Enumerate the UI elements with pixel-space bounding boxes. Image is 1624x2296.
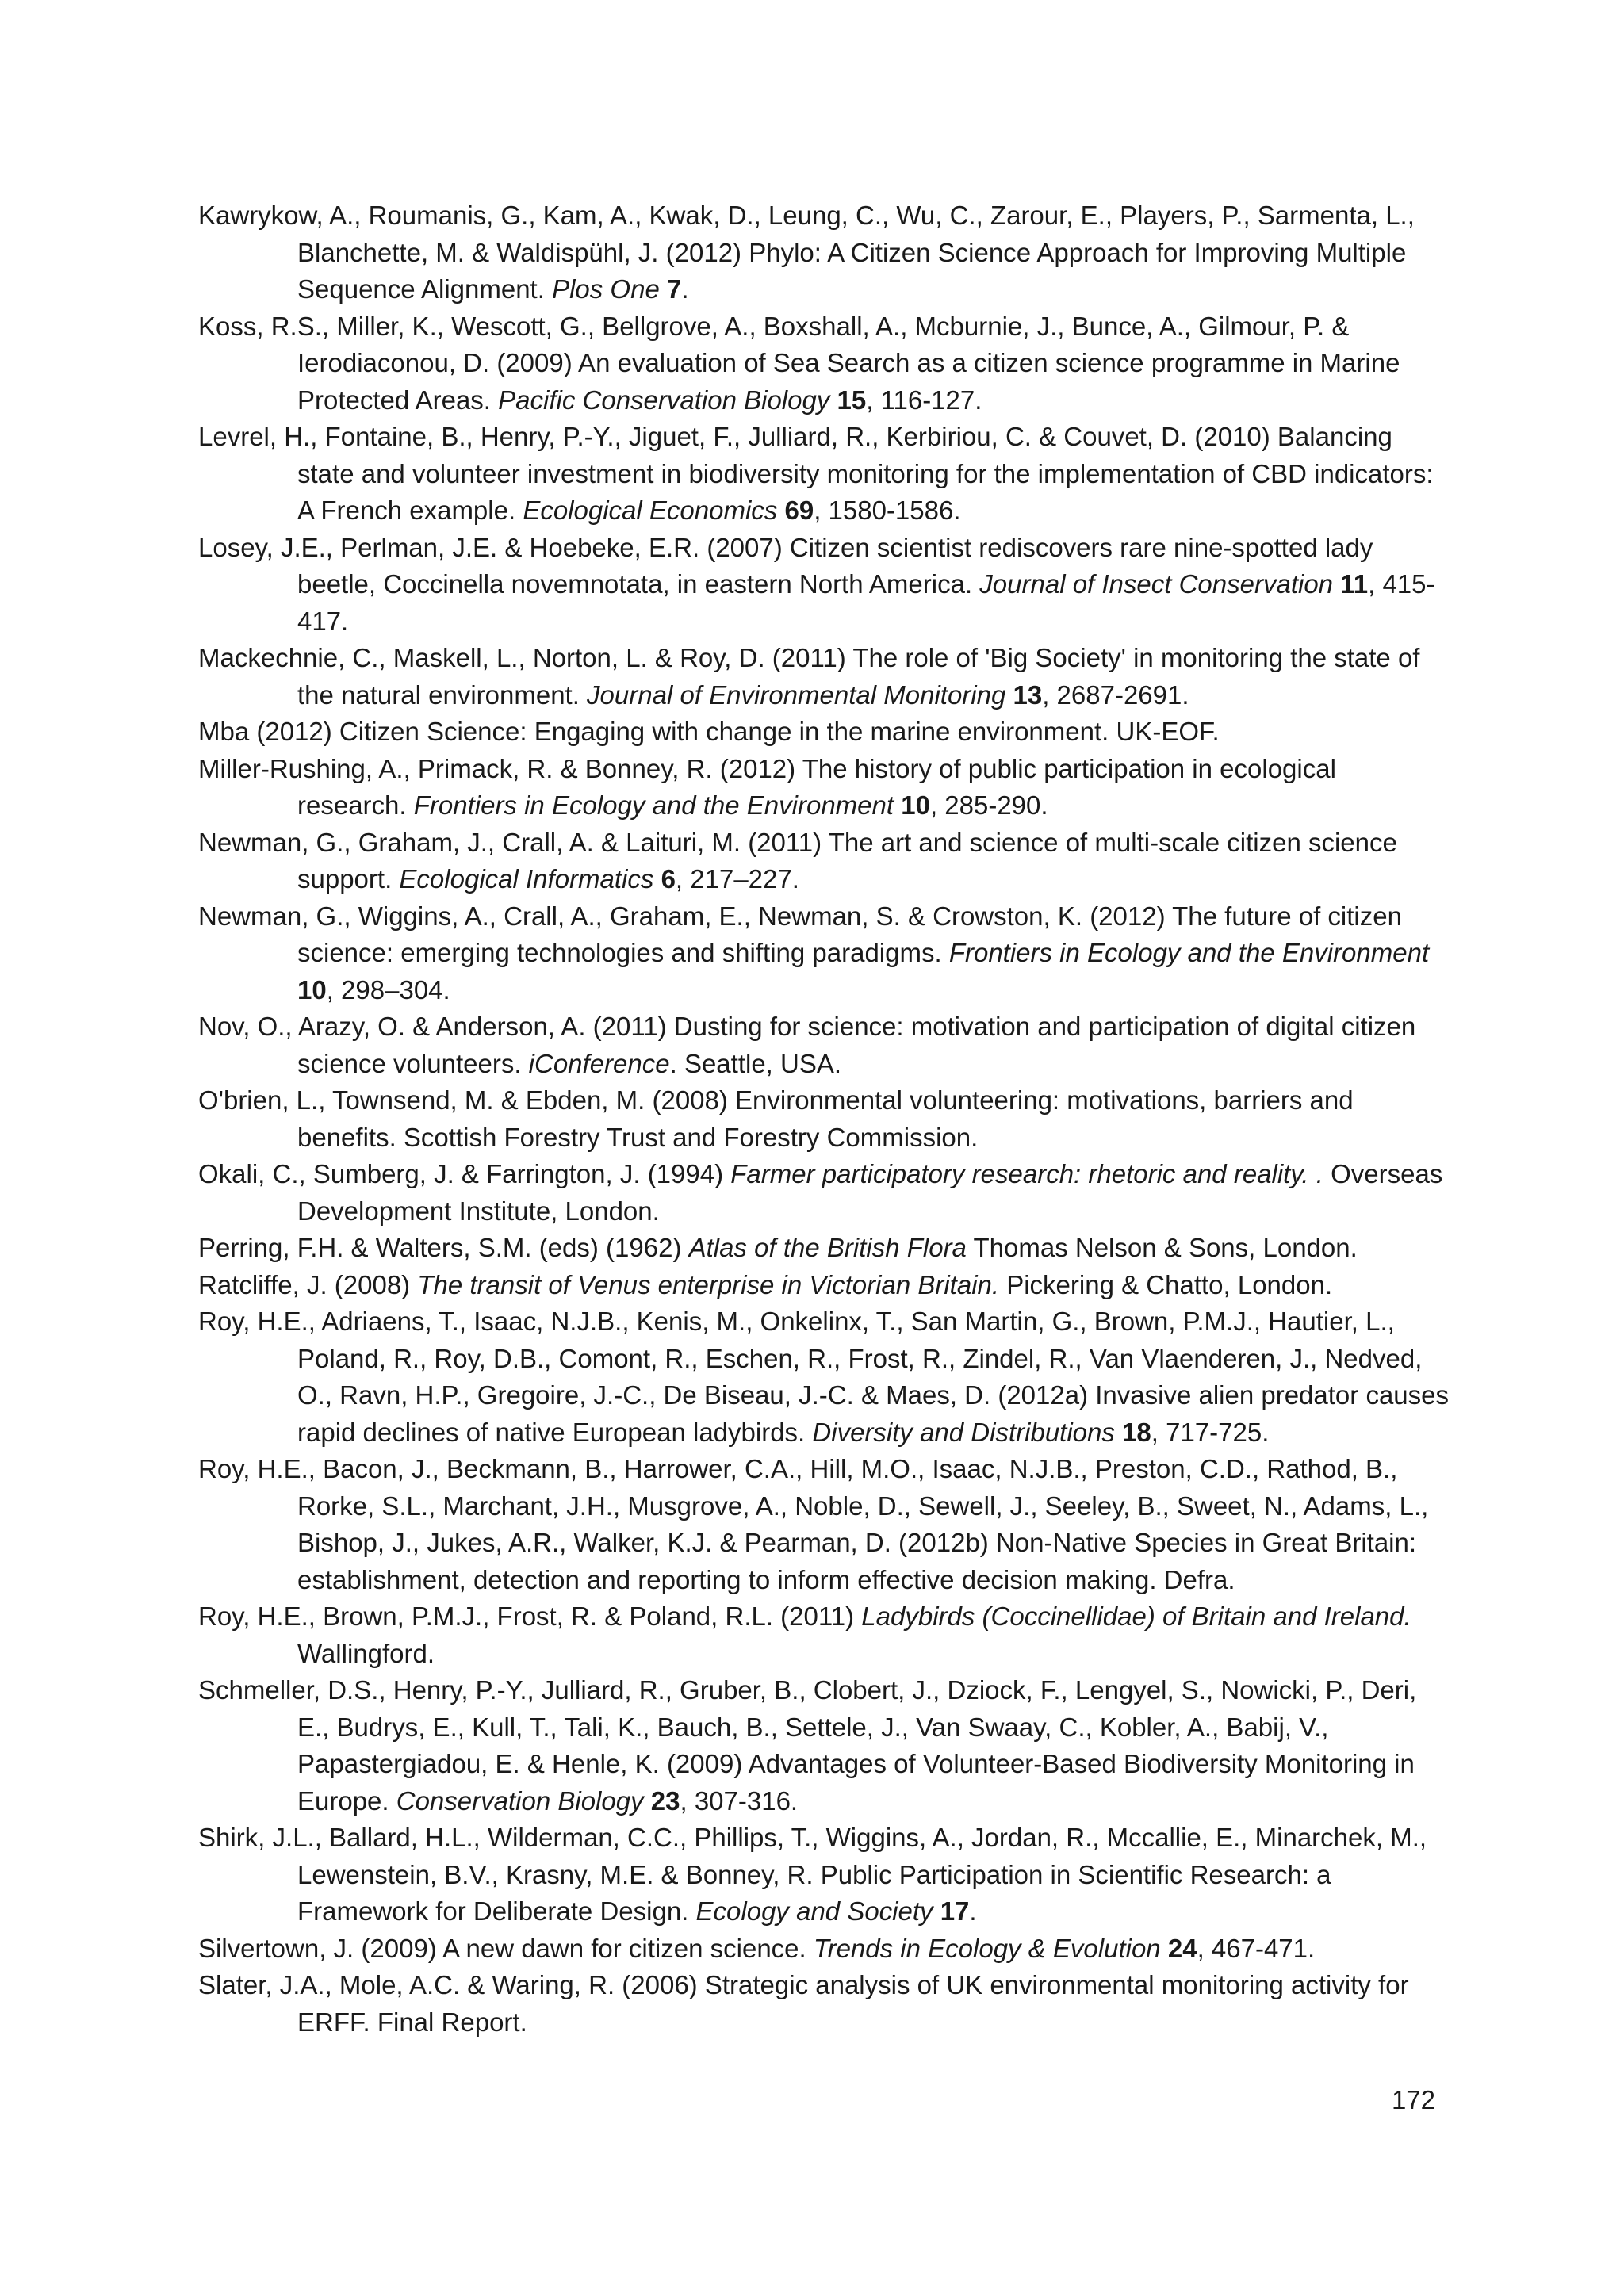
reference-pages: , 467-471.: [1197, 1933, 1316, 1963]
reference-pages: .: [681, 274, 689, 304]
reference-pages: Wallingford.: [297, 1638, 435, 1668]
reference-journal: Journal of Environmental Monitoring: [587, 679, 1006, 710]
reference-entry: [198, 1008, 1451, 1082]
reference-separator: [1333, 569, 1340, 599]
reference-text: Koss, R.S., Miller, K., Wescott, G., Bellgrove, A., Boxshall, A., Mcburnie, J., Bunce, A., Gilmour, P. & Ierodiaconou, D. (2009) An evaluation of Sea Search as a citizen science programme in Marine Protected Areas.: [198, 311, 1400, 415]
reference-separator: [644, 1786, 651, 1816]
reference-journal: Ecological Informatics: [399, 864, 654, 894]
reference-text: Mackechnie, C., Maskell, L., Norton, L. & Roy, D. (2011) The role of 'Big Society' in monitoring the state of the natural environment.: [198, 643, 1420, 710]
reference-text: Losey, J.E., Perlman, J.E. & Hoebeke, E.R. (2007) Citizen scientist rediscovers rare nine-spotted lady beetle, Coccinella novemnotata, in eastern North America.: [198, 532, 1373, 599]
reference-entry: [198, 1931, 1451, 1968]
page-number: 172: [1391, 2085, 1435, 2114]
reference-journal: Diversity and Distributions: [812, 1417, 1115, 1447]
reference-pages: , 217–227.: [675, 864, 799, 894]
reference-volume: 18: [1122, 1417, 1151, 1447]
reference-text: Roy, H.E., Brown, P.M.J., Frost, R. & Poland, R.L. (2011): [198, 1601, 862, 1631]
reference-pages: Pickering & Chatto, London.: [999, 1269, 1333, 1299]
reference-entry: [198, 1267, 1451, 1304]
reference-volume: 15: [837, 385, 867, 415]
reference-entry: [198, 197, 1451, 308]
reference-volume: 10: [297, 974, 327, 1004]
reference-text: Miller-Rushing, A., Primack, R. & Bonney, R. (2012) The history of public participation in ecological research.: [198, 753, 1336, 820]
reference-journal: Conservation Biology: [396, 1785, 644, 1816]
reference-journal: Farmer participatory research: rhetoric and reality. .: [730, 1159, 1323, 1188]
reference-pages: Overseas Development Institute, London.: [297, 1159, 1443, 1226]
reference-entry: [198, 1082, 1451, 1156]
reference-text: Slater, J.A., Mole, A.C. & Waring, R. (2006) Strategic analysis of UK environmental monitoring activity for ERFF. Final Report.: [198, 1970, 1409, 2037]
reference-separator: [660, 274, 667, 304]
reference-journal: Trends in Ecology & Evolution: [813, 1933, 1161, 1963]
reference-entry: [198, 1156, 1451, 1230]
reference-volume: 24: [1167, 1933, 1197, 1963]
reference-entry: [198, 1672, 1451, 1820]
reference-entry: [198, 898, 1451, 1009]
reference-pages: , 717-725.: [1151, 1417, 1270, 1447]
reference-text: Silvertown, J. (2009) A new dawn for citizen science.: [198, 1933, 814, 1963]
reference-text: Shirk, J.L., Ballard, H.L., Wilderman, C.C., Phillips, T., Wiggins, A., Jordan, R., Mccallie, E., Minarchek, M., Lewenstein, B.V., Krasny, M.E. & Bonney, R. Public Participation in Scientific Research: a Framework for Deliberate Design.: [198, 1823, 1427, 1926]
reference-entry: [198, 530, 1451, 641]
reference-entry: [198, 751, 1451, 825]
reference-text: Perring, F.H. & Walters, S.M. (eds) (1962): [198, 1233, 689, 1262]
reference-entry: [198, 1230, 1451, 1267]
reference-volume: 6: [661, 864, 676, 894]
reference-separator: [1005, 680, 1013, 710]
reference-separator: [1115, 1418, 1122, 1447]
reference-text: Mba (2012) Citizen Science: Engaging with change in the marine environment. UK-EOF.: [198, 717, 1220, 746]
reference-text: Newman, G., Graham, J., Crall, A. & Laituri, M. (2011) The art and science of multi-scale citizen science support.: [198, 827, 1397, 894]
reference-entry: [198, 1820, 1451, 1931]
reference-pages: , 307-316.: [680, 1785, 799, 1816]
reference-entry: [198, 1967, 1451, 2041]
reference-pages: , 2687-2691.: [1042, 679, 1189, 710]
reference-journal: Journal of Insect Conservation: [979, 569, 1334, 599]
reference-entry: [198, 1303, 1451, 1451]
reference-text: Nov, O., Arazy, O. & Anderson, A. (2011) Dusting for science: motivation and participation of digital citizen science volunteers.: [198, 1012, 1416, 1078]
reference-text: Roy, H.E., Bacon, J., Beckmann, B., Harrower, C.A., Hill, M.O., Isaac, N.J.B., Preston, C.D., Rathod, B., Rorke, S.L., Marchant, J.H., Musgrove, A., Noble, D., Sewell, J., Seeley, B., Sweet, N., Adams, L., Bishop, J., Jukes, A.R., Walker, K.J. & Pearman, D. (2012b) Non-Native Species in Great Britain: establishment, detection and reporting to inform effective decision making. Defra.: [198, 1454, 1429, 1594]
reference-entry: [198, 640, 1451, 714]
reference-journal: Pacific Conservation Biology: [498, 385, 830, 415]
reference-text: O'brien, L., Townsend, M. & Ebden, M. (2008) Environmental volunteering: motivations, barriers and benefits. Scottish Forestry Trust and Forestry Commission.: [198, 1085, 1354, 1152]
reference-separator: [1161, 1934, 1168, 1963]
reference-entry: [198, 1598, 1451, 1672]
reference-volume: 69: [784, 496, 814, 525]
reference-text: Okali, C., Sumberg, J. & Farrington, J. (1994): [198, 1159, 731, 1188]
reference-separator: [894, 790, 901, 820]
reference-separator: [653, 864, 661, 894]
reference-volume: 23: [650, 1785, 680, 1816]
reference-text: Newman, G., Wiggins, A., Crall, A., Graham, E., Newman, S. & Crowston, K. (2012) The future of citizen science: emerging technologies and shifting paradigms.: [198, 901, 1402, 967]
reference-separator: [933, 1896, 940, 1926]
reference-entry: [198, 308, 1451, 419]
reference-journal: Ecological Economics: [523, 496, 778, 525]
reference-pages: , 415-417.: [297, 569, 1435, 636]
reference-journal: iConference: [528, 1048, 670, 1078]
reference-journal: Atlas of the British Flora: [688, 1233, 967, 1262]
reference-pages: .: [969, 1896, 977, 1926]
reference-entry: [198, 419, 1451, 530]
reference-pages: Thomas Nelson & Sons, London.: [966, 1233, 1358, 1262]
reference-journal: Frontiers in Ecology and the Environment: [948, 938, 1430, 967]
reference-volume: 17: [940, 1896, 970, 1926]
reference-pages: . Seattle, USA.: [669, 1048, 842, 1078]
reference-journal: Plos One: [552, 274, 660, 304]
reference-volume: 11: [1340, 569, 1369, 599]
reference-volume: 13: [1013, 679, 1043, 710]
reference-journal: Ecology and Society: [695, 1896, 933, 1926]
reference-entry: [198, 1451, 1451, 1598]
reference-text: Roy, H.E., Adriaens, T., Isaac, N.J.B., Kenis, M., Onkelinx, T., San Martin, G., Brown, P.M.J., Hautier, L., Poland, R., Roy, D.B., Comont, R., Eschen, R., Frost, R., Zindel, R., Van Vlaenderen, J., Nedved, O., Ravn, H.P., Gregoire, J.-C., De Biseau, J.-C. & Maes, D. (2012a) Invasive alien predator causes rapid declines of native European ladybirds.: [198, 1307, 1449, 1447]
reference-separator: [829, 385, 837, 415]
reference-entry: [198, 714, 1451, 751]
reference-volume: 7: [666, 274, 682, 304]
reference-pages: , 285-290.: [929, 790, 1048, 820]
reference-text: Schmeller, D.S., Henry, P.-Y., Julliard, R., Gruber, B., Clobert, J., Dziock, F., Lengyel, S., Nowicki, P., Deri, E., Budrys, E., Kull, T., Tali, K., Bauch, B., Settele, J., Van Swaay, C., Kobler, A., Babij, V., Papastergiadou, E. & Henle, K. (2009) Advantages of Volunteer-Based Biodiversity Monitoring in Europe.: [198, 1675, 1417, 1816]
reference-text: Levrel, H., Fontaine, B., Henry, P.-Y., Jiguet, F., Julliard, R., Kerbiriou, C. & Couvet, D. (2010) Balancing state and volunteer investment in biodiversity monitoring for the implementation of CBD indicators: A French example.: [198, 422, 1434, 525]
reference-journal: Ladybirds (Coccinellidae) of Britain and Ireland.: [861, 1601, 1411, 1631]
reference-entry: [198, 825, 1451, 898]
reference-text: Kawrykow, A., Roumanis, G., Kam, A., Kwak, D., Leung, C., Wu, C., Zarour, E., Players, P., Sarmenta, L., Blanchette, M. & Waldispühl, J. (2012) Phylo: A Citizen Science Approach for Improving Multiple Sequence Alignment.: [198, 201, 1415, 304]
reference-text: Ratcliffe, J. (2008): [198, 1269, 418, 1299]
reference-pages: , 116-127.: [866, 385, 982, 415]
reference-pages: , 1580-1586.: [814, 496, 961, 525]
reference-journal: Frontiers in Ecology and the Environment: [413, 790, 894, 820]
reference-journal: The transit of Venus enterprise in Victorian Britain.: [417, 1269, 1000, 1299]
reference-list: [198, 197, 1451, 2041]
reference-pages: , 298–304.: [326, 974, 450, 1004]
reference-volume: 10: [901, 790, 930, 820]
